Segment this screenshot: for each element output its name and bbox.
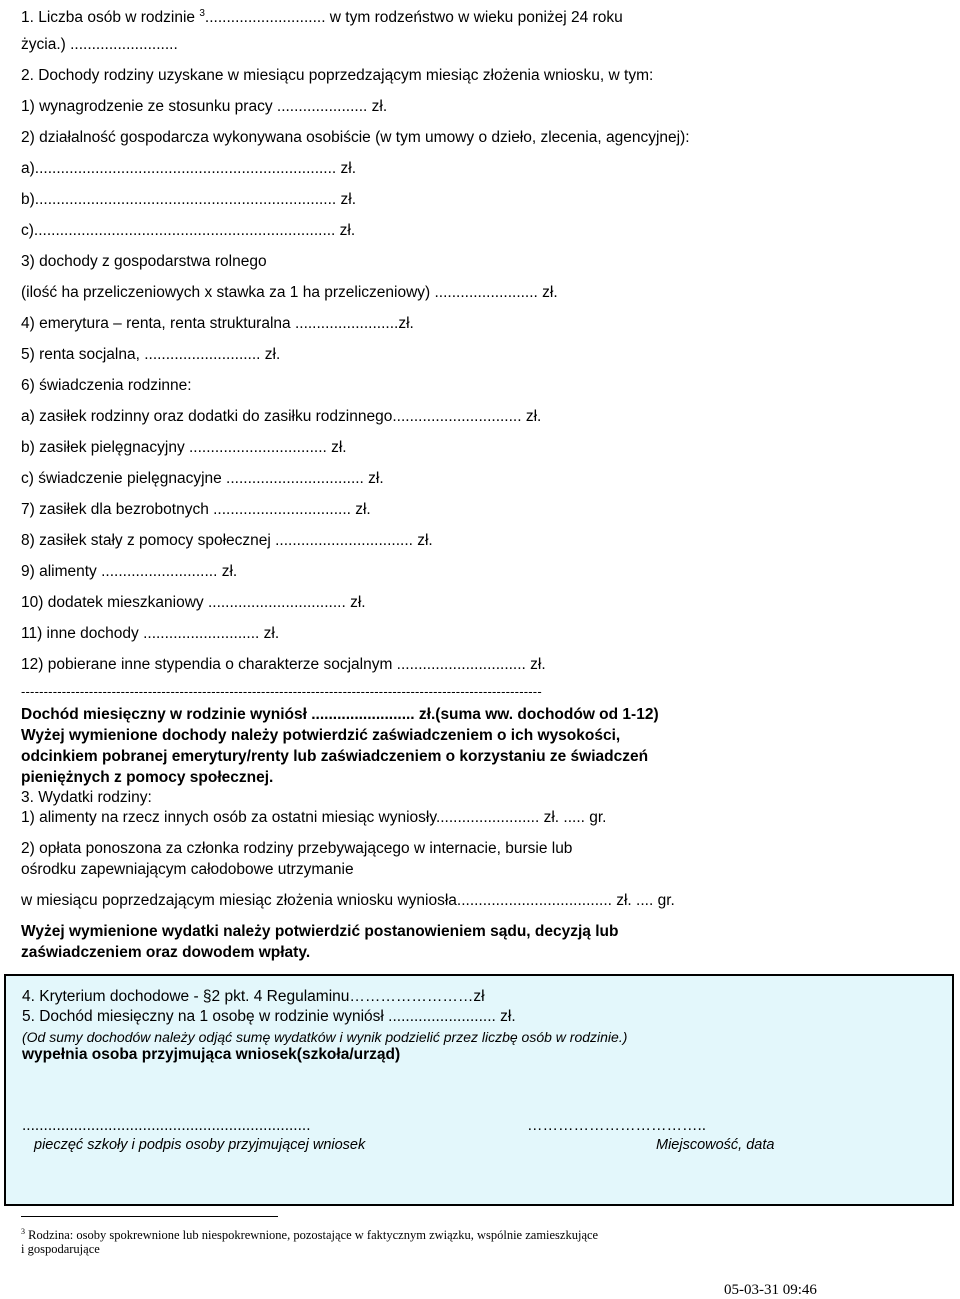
income-scholarships: 12) pobierane inne stypendia o charakterze socjalnym .............................. zł. [21, 656, 546, 673]
expenses-heading: 3. Wydatki rodziny: [21, 789, 152, 806]
per-person-income: 5. Dochód miesięczny na 1 osobę w rodzinie wyniósł ......................... zł. [22, 1008, 516, 1025]
income-family-allowance: a) zasiłek rodzinny oraz dodatki do zasiłku rodzinnego.............................. zł. [21, 408, 542, 425]
income-permanent-allowance: 8) zasiłek stały z pomocy społecznej ................................ zł. [21, 532, 433, 549]
office-use-heading: wypełnia osoba przyjmująca wniosek(szkoła/urząd) [22, 1046, 401, 1063]
print-timestamp: 05-03-31 09:46 [724, 1282, 817, 1298]
income-family-benefits: 6) świadczenia rodzinne: [21, 377, 192, 394]
footnote-rule [21, 1216, 278, 1217]
footnote-line-2: i gospodarujące [21, 1242, 100, 1256]
income-unemployment: 7) zasiłek dla bezrobotnych ................................ zł. [21, 501, 371, 518]
separator-line: ------------------------------------------------------------------------------------------------------------------- [21, 684, 542, 699]
income-other: 11) inne dochody ........................... zł. [21, 625, 280, 642]
income-farm-calc: (ilość ha przeliczeniowych x stawka za 1 ha przeliczeniowy) ........................ zł. [21, 284, 558, 301]
total-income: Dochód miesięczny w rodzinie wyniósł ........................ zł.(suma ww. dochodów od 1-12) [21, 706, 659, 723]
income-social-pension: 5) renta socjalna, ........................... zł. [21, 346, 281, 363]
income-care-allowance: b) zasiłek pielęgnacyjny ................................ zł. [21, 439, 347, 456]
family-size-line: 1. Liczba osób w rodzinie $^3$............................ w tym rodzeństwo w wieku poniżej 24 roku [21, 8, 623, 26]
per-person-instruction: (Od sumy dochodów należy odjąć sumę wydatków i wynik podzielić przez liczbę osób w rodzinie.) [22, 1029, 628, 1045]
footnote-line-1: $^3$ Rodzina: osoby spokrewnione lub niespokrewnione, pozostające w faktycznym związku, wspólnie zamieszkujące [21, 1227, 599, 1242]
expense-boarding-2: ośrodku zapewniającym całodobowe utrzymanie [21, 861, 354, 878]
income-confirm-note-2: odcinkiem pobranej emerytury/renty lub zaświadczeniem o korzystaniu ze świadczeń [21, 748, 649, 765]
expense-boarding-3: w miesiącu poprzedzającym miesiąc złożenia wniosku wyniosła.................................... zł. .... gr. [21, 892, 675, 909]
expenses-confirm-note-1: Wyżej wymienione wydatki należy potwierdzić postanowieniem sądu, decyzją lub [21, 923, 619, 940]
income-business-b: b)...................................................................... zł. [21, 191, 357, 208]
expense-boarding-1: 2) opłata ponoszona za członka rodziny przebywającego w internacie, bursie lub [21, 840, 573, 857]
family-size-line-cont: życia.) ......................... [21, 36, 178, 53]
office-use-box [4, 974, 954, 1206]
income-salary: 1) wynagrodzenie ze stosunku pracy ..................... zł. [21, 98, 388, 115]
income-business-c: c)...................................................................... zł. [21, 222, 356, 239]
income-heading: 2. Dochody rodziny uzyskane w miesiącu poprzedzającym miesiąc złożenia wniosku, w tym: [21, 67, 654, 84]
income-housing: 10) dodatek mieszkaniowy ................................ zł. [21, 594, 366, 611]
income-business: 2) działalność gospodarcza wykonywana osobiście (w tym umowy o dzieło, zlecenia, agencyjnej): [21, 129, 690, 146]
place-date-dots: …………………………….. [527, 1117, 707, 1134]
income-business-a: a)...................................................................... zł. [21, 160, 357, 177]
signature-label: pieczęć szkoły i podpis osoby przyjmującej wniosek [34, 1137, 366, 1153]
income-criterion: 4. Kryterium dochodowe - §2 pkt. 4 Regulaminu……………………zł [22, 988, 485, 1005]
expenses-confirm-note-2: zaświadczeniem oraz dowodem wpłaty. [21, 944, 311, 961]
footnote-ref: 3 [199, 8, 205, 19]
income-care-benefit: c) świadczenie pielęgnacyjne ................................ zł. [21, 470, 384, 487]
signature-dots: ................................................................... [22, 1117, 311, 1134]
income-alimony: 9) alimenty ........................... zł. [21, 563, 238, 580]
place-date-label: Miejscowość, data [656, 1137, 775, 1153]
income-confirm-note-1: Wyżej wymienione dochody należy potwierdzić zaświadczeniem o ich wysokości, [21, 727, 621, 744]
income-confirm-note-3: pieniężnych z pomocy społecznej. [21, 769, 274, 786]
income-pension: 4) emerytura – renta, renta strukturalna ........................zł. [21, 315, 414, 332]
income-farm: 3) dochody z gospodarstwa rolnego [21, 253, 267, 270]
expense-alimony: 1) alimenty na rzecz innych osób za ostatni miesiąc wyniosły........................ zł. ..... gr. [21, 809, 607, 826]
